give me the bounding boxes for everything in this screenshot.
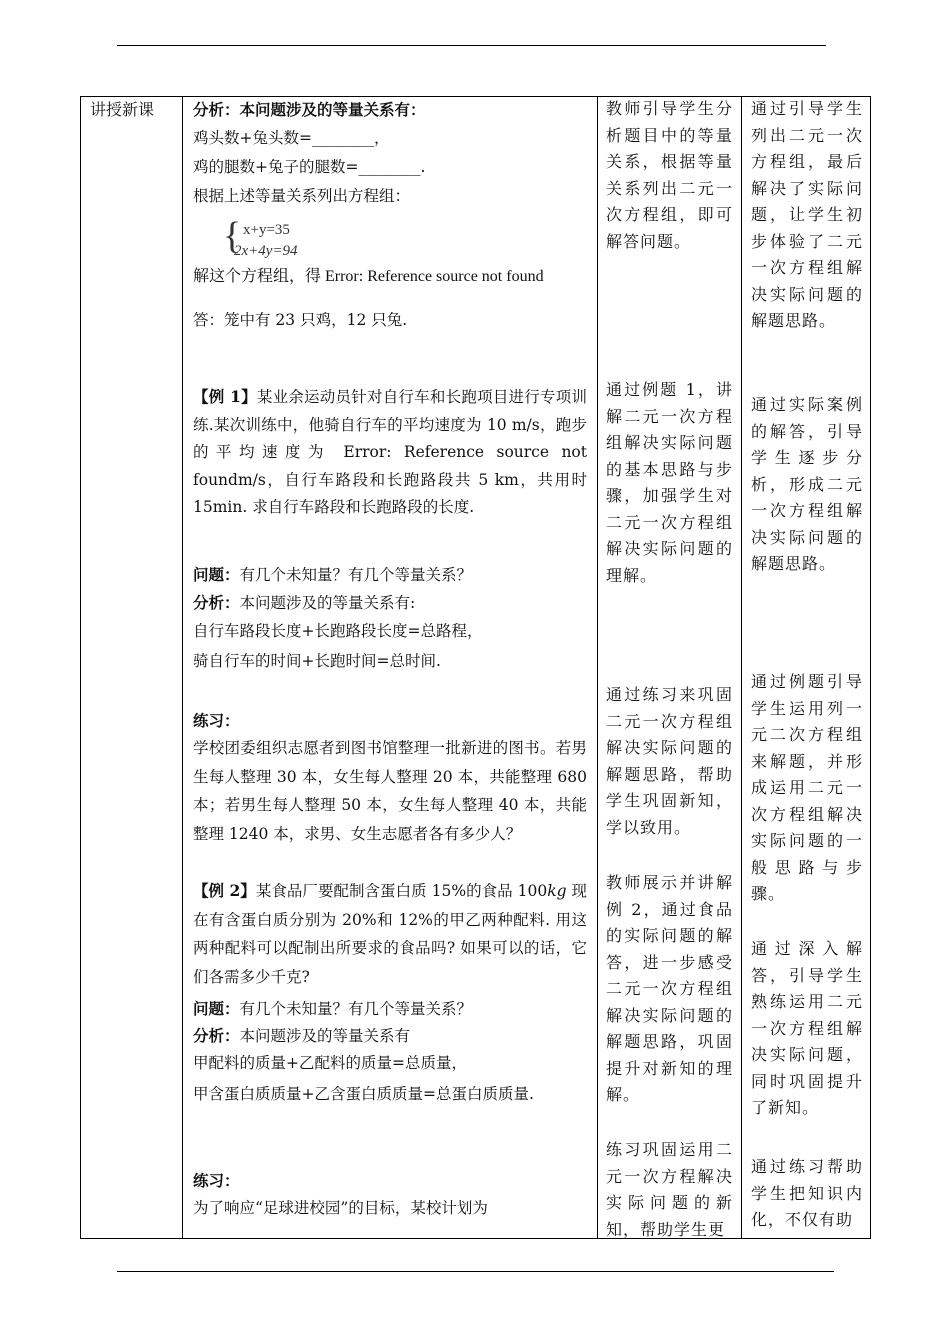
intent-note-4: 通过深入解答，引导学生熟练运用二元一次方程组解决实际问题，同时巩固提升了新知。 (751, 939, 863, 1117)
practice2-text: 为了响应“足球进校园”的目标，某校计划为 (193, 1199, 488, 1217)
analysis2-line1: 自行车路段长度+长跑路段长度=总路程， (193, 622, 483, 640)
analysis1-line2: 鸡的腿数+兔子的腿数=________. (193, 158, 426, 176)
column-divider-1 (182, 97, 183, 1238)
question2-label: 问题： (193, 999, 240, 1018)
brace-symbol: { (223, 215, 242, 257)
example2 (193, 877, 587, 991)
teacher-note-2: 通过例题 1，讲解二元一次方程组解决实际问题的基本思路与步骤，加强学生对二元一次方程组解决实际问题的理解。 (606, 380, 733, 585)
analysis3 (193, 1022, 587, 1050)
footer-rule (117, 1271, 834, 1272)
teacher-note-1: 教师引导学生分析题目中的等量关系，根据等量关系列出二元一次方程组，即可解答问题。 (606, 99, 733, 251)
question2 (193, 995, 587, 1023)
teacher-note-4: 教师展示并讲解例 2，通过食品的实际问题的解答，进一步感受二元一次方程组解决实际问题的解题思路，巩固提升对新知的理解。 (606, 873, 733, 1104)
header-rule (117, 45, 826, 46)
question2-text: 有几个未知量？有几个等量关系？ (239, 1000, 473, 1018)
solve-line: 解这个方程组，得 Error: Reference source not found (193, 268, 544, 285)
example2-text-a: 某食品厂要配制含蛋白质 15%的食品 100 (255, 882, 548, 900)
analysis2 (193, 589, 587, 617)
analysis2-line2: 骑自行车的时间+长跑时间=总时间. (193, 652, 441, 670)
question1-label: 问题： (193, 565, 240, 584)
intent-note-2: 通过实际案例的解答，引导学生逐步分析，形成二元一次方程组解决实际问题的解题思路。 (751, 395, 863, 573)
analysis2-text: 本问题涉及的等量关系有: (239, 594, 416, 612)
answer-line: 答：笼中有 23 只鸡，12 只兔. (193, 311, 408, 329)
teacher-note-3: 通过练习来巩固二元一次方程组解决实际问题的解题思路，帮助学生巩固新知，学以致用。 (606, 685, 733, 837)
intent-note-5: 通过练习帮助学生把知识内化，不仅有助 (751, 1157, 863, 1229)
practice1-text: 学校团委组织志愿者到图书馆整理一批新进的图书。若男生每人整理 30 本，女生每人整理 20 本，共能整理 680 本；若男生每人整理 50 本，女生每人整理 40 本，共能整理 1240 本，求男、女生志愿者各有多少人？ (193, 739, 587, 843)
example2-unit: kg (547, 882, 567, 900)
row-label: 讲授新课 (90, 100, 155, 119)
practice2-title: 练习： (193, 1171, 240, 1190)
analysis1-line3: 根据上述等量关系列出方程组： (193, 187, 411, 205)
column-divider-3 (741, 97, 742, 1238)
analysis3-line1: 甲配料的质量+乙配料的质量=总质量， (193, 1054, 467, 1072)
example2-text-b: 现在有含蛋白质分别为 20%和 12%的甲乙两种配料. 用这两种配料可以配制出所要求的食品吗? 如果可以的话，它们各需多少千克? (193, 882, 587, 986)
equation-1: x+y=35 (243, 222, 290, 238)
example2-tag: 【例 2】 (193, 881, 256, 900)
question1-text: 有几个未知量？有几个等量关系？ (239, 566, 473, 584)
intent-note-1: 通过引导学生列出二元一次方程组，最后解决了实际问题，让学生初步体验了二元一次方程组解决实际问题的解题思路。 (751, 99, 863, 330)
analysis1-title: 分析：本问题涉及的等量关系有： (193, 100, 426, 119)
equation-2: 2x+4y=94 (234, 243, 298, 259)
example1-text: 某业余运动员针对自行车和长跑项目进行专项训练.某次训练中，他骑自行车的平均速度为 10 m/s，跑步的平均速度为 Error: Reference source not foundm/s，自行车路段和长跑路段共 5 km，共用时 15min. 求自行车路段和长跑路段的长度. (193, 388, 587, 516)
analysis3-text: 本问题涉及的等量关系有 (239, 1027, 411, 1045)
example1 (193, 383, 587, 522)
column-divider-2 (597, 97, 598, 1238)
analysis3-line2: 甲含蛋白质质量+乙含蛋白质质量=总蛋白质质量. (193, 1085, 534, 1103)
example1-tag: 【例 1】 (193, 387, 257, 406)
analysis1-line1: 鸡头数+兔头数=________， (193, 129, 390, 147)
teacher-note-5: 练习巩固运用二元一次方程解决实际问题的新知，帮助学生更 (606, 1140, 733, 1239)
analysis2-label: 分析： (193, 593, 240, 612)
intent-note-3: 通过例题引导学生运用列一元二次方程组来解题，并形成运用二元一次方程组解决实际问题的一般思路与步骤。 (751, 672, 863, 903)
practice1-title: 练习： (193, 711, 240, 730)
question1 (193, 561, 587, 589)
analysis3-label: 分析： (193, 1026, 240, 1045)
lesson-table (80, 96, 871, 1239)
